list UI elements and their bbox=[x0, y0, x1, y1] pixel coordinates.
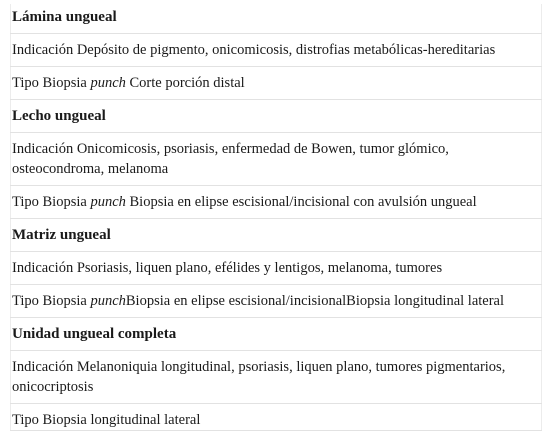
section-row bbox=[11, 318, 542, 351]
indicacion-row bbox=[11, 34, 542, 67]
section-heading: Unidad ungueal completa bbox=[11, 318, 542, 351]
indicacion-label: Indicación bbox=[12, 359, 74, 375]
tipo-pre: Biopsia bbox=[42, 75, 91, 91]
tipo-pre: Biopsia bbox=[42, 194, 91, 210]
tipo-post: Corte porción distal bbox=[125, 75, 245, 91]
tipo-italic: punch bbox=[90, 75, 126, 91]
section-heading: Lámina ungueal bbox=[11, 4, 542, 34]
indicacion-label: Indicación bbox=[12, 42, 74, 58]
tipo-row bbox=[11, 404, 542, 431]
indicacion-text: Onicomicosis, psoriasis, enfermedad de Bowen, tumor glómico, osteocondroma, melanoma bbox=[12, 141, 449, 177]
tipo-cell bbox=[11, 67, 542, 100]
tipo-text: Biopsia longitudinal lateral bbox=[42, 412, 201, 428]
tipo-post: Biopsia en elipse escisional/incisional con avulsión ungueal bbox=[125, 194, 477, 210]
section-heading: Matriz ungueal bbox=[11, 219, 542, 252]
tipo-row bbox=[11, 186, 542, 219]
indicacion-cell bbox=[11, 34, 542, 67]
tipo-post: Biopsia en elipse escisional/incisionalBiopsia longitudinal lateral bbox=[125, 293, 505, 309]
tipo-italic: punch bbox=[90, 194, 126, 210]
tipo-row bbox=[11, 67, 542, 100]
tipo-cell bbox=[11, 404, 542, 431]
indicacion-label: Indicación bbox=[12, 141, 74, 157]
tipo-label: Tipo bbox=[12, 75, 39, 91]
indicacion-row bbox=[11, 133, 542, 186]
tipo-cell bbox=[11, 186, 542, 219]
section-heading: Lecho ungueal bbox=[11, 100, 542, 133]
nail-biopsy-table bbox=[10, 4, 542, 431]
indicacion-row bbox=[11, 252, 542, 285]
tipo-row bbox=[11, 285, 542, 318]
section-row bbox=[11, 219, 542, 252]
indicacion-row bbox=[11, 351, 542, 404]
indicacion-cell bbox=[11, 252, 542, 285]
indicacion-text: Depósito de pigmento, onicomicosis, distrofias metabólicas-hereditarias bbox=[76, 42, 496, 58]
indicacion-text: Melanoniquia longitudinal, psoriasis, liquen plano, tumores pigmentarios, onicocriptosis bbox=[12, 359, 506, 395]
section-row bbox=[11, 100, 542, 133]
indicacion-cell bbox=[11, 351, 542, 404]
tipo-pre: Biopsia bbox=[42, 293, 91, 309]
tipo-label: Tipo bbox=[12, 412, 39, 428]
indicacion-cell bbox=[11, 133, 542, 186]
indicacion-label: Indicación bbox=[12, 260, 74, 276]
tipo-cell bbox=[11, 285, 542, 318]
tipo-label: Tipo bbox=[12, 194, 39, 210]
indicacion-text: Psoriasis, liquen plano, efélides y lentigos, melanoma, tumores bbox=[76, 260, 443, 276]
tipo-label: Tipo bbox=[12, 293, 39, 309]
tipo-italic: punch bbox=[90, 293, 126, 309]
section-row bbox=[11, 4, 542, 34]
